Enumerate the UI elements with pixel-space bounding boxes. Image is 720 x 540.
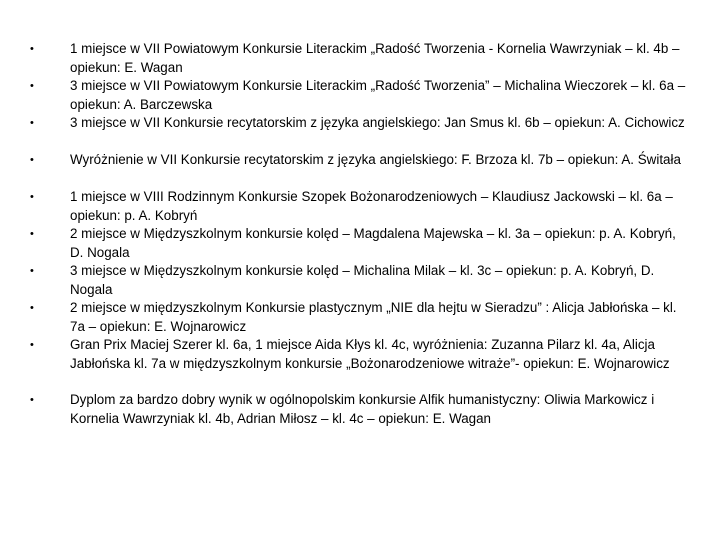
- list-item: [30, 188, 690, 225]
- achievements-list: [30, 40, 690, 428]
- bullet-icon: •: [30, 302, 34, 314]
- list-item: [30, 77, 690, 114]
- bullet-icon: •: [30, 80, 34, 92]
- list-item: [30, 299, 690, 336]
- list-item-text: 2 miejsce w międzyszkolnym Konkursie plastycznym „NIE dla hejtu w Sieradzu” : Alicja Jabłońska – kl. 7a – opiekun: E. Wojnarowicz: [70, 300, 677, 334]
- list-item: [30, 114, 690, 151]
- bullet-icon: •: [30, 191, 34, 203]
- list-item-text: 3 miejsce w VII Konkursie recytatorskim z języka angielskiego: Jan Smus kl. 6b – opiekun: A. Cichowicz: [70, 115, 685, 130]
- bullet-icon: •: [30, 117, 34, 129]
- bullet-icon: •: [30, 43, 34, 55]
- bullet-icon: •: [30, 394, 34, 406]
- list-item-text: 1 miejsce w VIII Rodzinnym Konkursie Szopek Bożonarodzeniowych – Klaudiusz Jackowski – kl. 6a – opiekun: p. A. Kobryń: [70, 189, 673, 223]
- list-item-text: Gran Prix Maciej Szerer kl. 6a, 1 miejsce Aida Kłys kl. 4c, wyróżnienia: Zuzanna Pilarz kl. 4a, Alicja Jabłońska kl. 7a w międzyszkolnym konkursie „Bożonarodzeniowe witraże”- opiekun: E. Wojnarowicz: [70, 337, 670, 371]
- list-item: [30, 151, 690, 188]
- list-item-text: 2 miejsce w Międzyszkolnym konkursie kolęd – Magdalena Majewska – kl. 3a – opiekun: p. A. Kobryń, D. Nogala: [70, 226, 676, 260]
- list-item: [30, 225, 690, 262]
- list-item: [30, 391, 690, 428]
- list-item-text: Dyplom za bardzo dobry wynik w ogólnopolskim konkursie Alfik humanistyczny: Oliwia Markowicz i Kornelia Wawrzyniak kl. 4b, Adrian Miłosz – kl. 4c – opiekun: E. Wagan: [70, 392, 655, 426]
- list-item-text: 1 miejsce w VII Powiatowym Konkursie Literackim „Radość Tworzenia - Kornelia Wawrzyniak – kl. 4b – opiekun: E. Wagan: [70, 41, 680, 75]
- list-item: [30, 336, 690, 391]
- bullet-icon: •: [30, 154, 34, 166]
- list-item-text: 3 miejsce w Międzyszkolnym konkursie kolęd – Michalina Milak – kl. 3c – opiekun: p. A. Kobryń, D. Nogala: [70, 263, 655, 297]
- list-item: [30, 262, 690, 299]
- bullet-icon: •: [30, 339, 34, 351]
- bullet-icon: •: [30, 228, 34, 240]
- list-item-text: Wyróżnienie w VII Konkursie recytatorskim z języka angielskiego: F. Brzoza kl. 7b – opiekun: A. Świtała: [70, 152, 681, 167]
- bullet-icon: •: [30, 265, 34, 277]
- list-item-text: 3 miejsce w VII Powiatowym Konkursie Literackim „Radość Tworzenia” – Michalina Wieczorek – kl. 6a – opiekun: A. Barczewska: [70, 78, 686, 112]
- list-item: [30, 40, 690, 77]
